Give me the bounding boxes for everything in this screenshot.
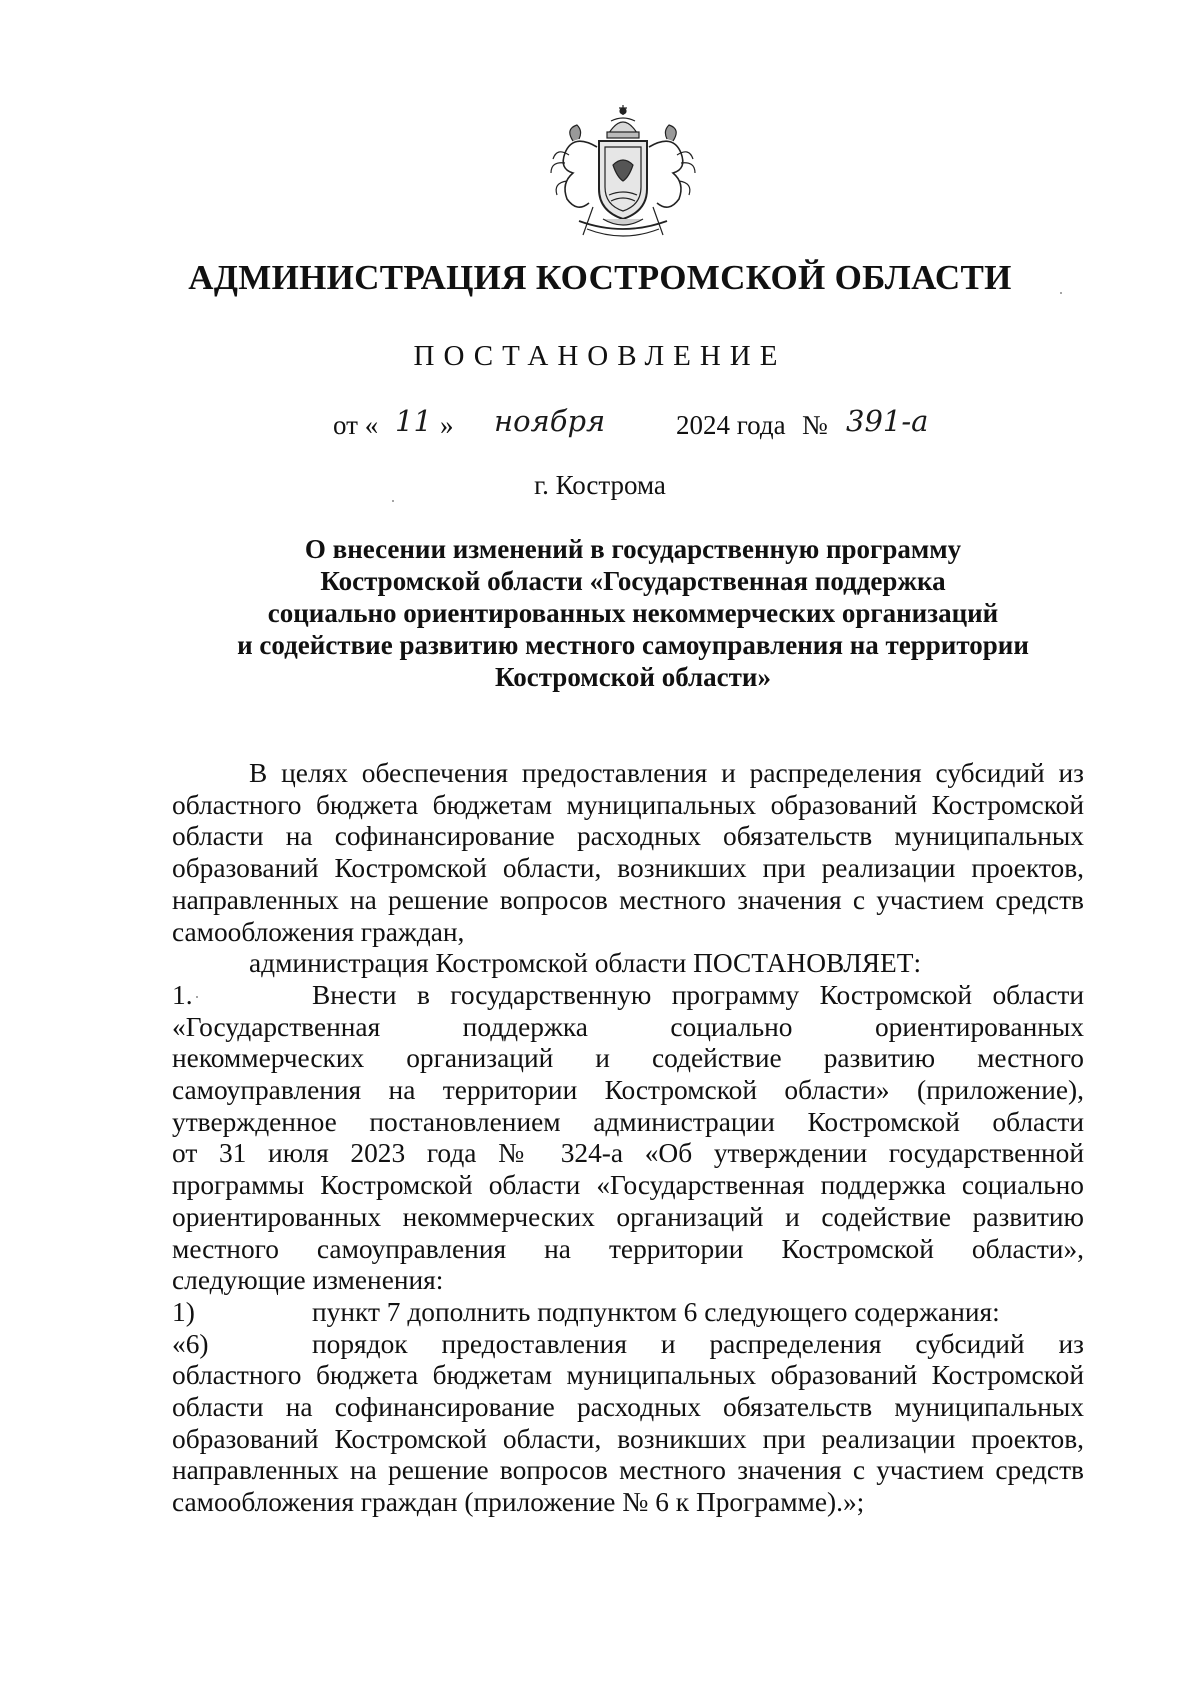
body-line: самоуправления на территории Костромской области» (приложение), [172, 1075, 1084, 1106]
body-line: пункт 7 дополнить подпунктом 6 следующего содержания: [312, 1296, 1000, 1327]
city-line: г. Кострома [534, 470, 666, 500]
heading-line: и содействие развитию местного самоуправления на территории [237, 630, 1029, 660]
list-number: «6) [172, 1328, 209, 1359]
document-heading [180, 533, 1086, 693]
body-line: следующие изменения: [172, 1265, 444, 1296]
organization-title: АДМИНИСТРАЦИЯ КОСТРОМСКОЙ ОБЛАСТИ [188, 258, 1012, 297]
date-month-handwritten: ноября [494, 404, 606, 438]
body-line: администрация Костромской области ПОСТАНОВЛЯЕТ: [249, 948, 922, 979]
date-year: 2024 года [676, 410, 786, 440]
sub-item-1 [172, 1297, 1084, 1329]
body-line: «Государственная поддержка социально ориентированных [172, 1011, 1084, 1042]
heading-line: О внесении изменений в государственную программу [304, 534, 962, 564]
body-line: В целях обеспечения предоставления и распределения субсидий из [249, 758, 1084, 788]
heading-line: Костромской области «Государственная поддержка [320, 566, 946, 596]
body-line: от 31 июля 2023 года № 324-а «Об утверждении государственной [172, 1138, 1084, 1169]
number-sign: № [802, 410, 828, 440]
body-line: образований Костромской области, возникших при реализации проектов, [172, 853, 1084, 884]
body-line: направленных на решение вопросов местного значения с участием средств [172, 884, 1084, 915]
body-line: порядок предоставления и распределения субсидий из [312, 1328, 1084, 1359]
body-line: ориентированных некоммерческих организаций и содействие развитию [172, 1201, 1084, 1232]
body-line: областного бюджета бюджетам муниципальных образований Костромской [172, 1360, 1084, 1391]
date-day-handwritten: 11 [395, 404, 432, 438]
body-line: местного самоуправления на территории Костромской области», [172, 1233, 1084, 1264]
document-number-handwritten: 391-а [846, 404, 929, 438]
scan-speck [196, 996, 198, 998]
body-line: областного бюджета бюджетам муниципальных образований Костромской [172, 789, 1084, 820]
body-line: самообложения граждан (приложение № 6 к Программе).»; [172, 1487, 865, 1518]
body-line: утвержденное постановлением администрации Костромской области [172, 1106, 1084, 1137]
heading-line: Костромской области» [495, 662, 771, 692]
list-number: 1) [172, 1296, 195, 1327]
body-line: некоммерческих организаций и содействие развитию местного [172, 1043, 1084, 1074]
heading-line: социально ориентированных некоммерческих организаций [267, 598, 999, 628]
list-item-1 [172, 980, 1084, 1012]
scan-speck [1060, 292, 1062, 294]
document-body [172, 758, 1084, 1519]
date-close-quote: » [440, 410, 454, 440]
body-line: самообложения граждан, [172, 916, 465, 947]
body-line: области на софинансирование расходных обязательств муниципальных [172, 821, 1084, 852]
body-line: направленных на решение вопросов местного значения с участием средств [172, 1455, 1084, 1486]
document-type: ПОСТАНОВЛЕНИЕ [413, 340, 787, 372]
body-line: Внести в государственную программу Костромской области [312, 979, 1084, 1010]
coat-of-arms-icon [543, 103, 703, 251]
body-line: области на софинансирование расходных обязательств муниципальных [172, 1392, 1084, 1423]
date-number-line [0, 404, 1200, 454]
scan-speck [392, 500, 394, 502]
quoted-sub-item-6 [172, 1329, 1084, 1361]
date-prefix: от « [333, 410, 379, 440]
list-number: 1. [172, 979, 193, 1010]
body-line: образований Костромской области, возникших при реализации проектов, [172, 1423, 1084, 1454]
body-line: программы Костромской области «Государственная поддержка социально [172, 1170, 1084, 1201]
